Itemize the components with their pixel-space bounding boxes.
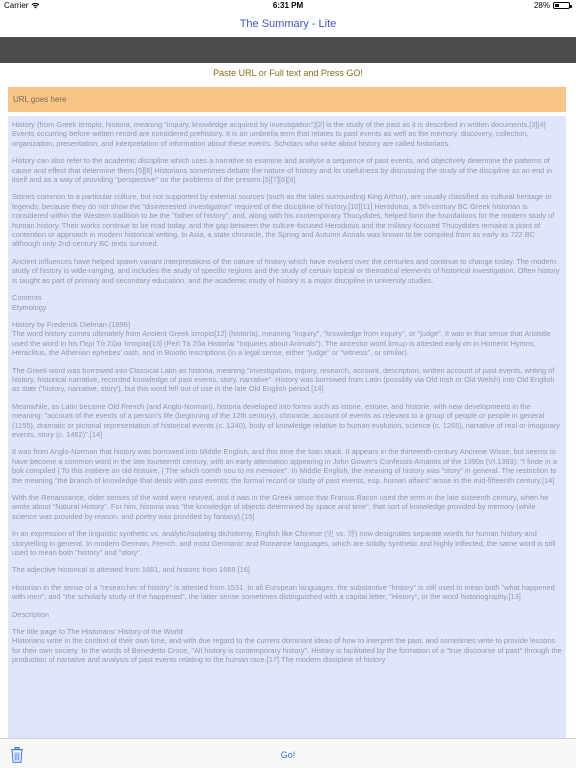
battery-icon <box>553 2 570 9</box>
status-time: 6:31 PM <box>272 1 304 10</box>
text-paragraph: With the Renaissance, older senses of the word were revived, and it was in the Greek sense that Francis Bacon used the term in the late sixteenth century, when he wrote about "Natural History". For him, historia was "the knowledge of objects determined by space and time", that sort of knowledge provided by memory (while science was provided by reason, and poetry was provided by fantasy).[15] <box>12 493 549 521</box>
go-button[interactable]: Go! <box>270 747 306 763</box>
text-paragraph: History by Frederick Dielman (1896) The word history comes ultimately from Ancient Greek ἱστορία[12] (historía), meaning "inquiry", "knowledge from inquiry", or "judge". It was in that sense that Aristotle used the word in his Περί Τὰ Ζῷα Ἱστορίαι[13] (Perì Tà Zôa Historíai "Inquiries about Animals"). The ancestor word ἵστωρ is attested early on in Homeric Hymns, Heraclitus, the Athenian ephebes' oath, and in Boiotic inscriptions (in a legal sense, either "judge" or "witness", or similar). <box>12 319 551 358</box>
header-bar <box>0 37 576 63</box>
battery-percent: 28% <box>533 1 550 10</box>
status-right <box>534 1 570 10</box>
text-paragraph: Description <box>12 609 49 619</box>
text-paragraph: In an expression of the linguistic synthetic vs. analytic/isolating dichotomy, English like Chinese (史 vs. 诗) now designates separate words for human history and storytelling in general. In modern German, French, and most Germanic and Romance languages, which are solidly synthetic and highly inflected, the same word is still used to mean both "history" and "story". <box>12 529 556 558</box>
carrier-label: Carrier <box>4 1 29 10</box>
battery-fill <box>555 4 559 7</box>
text-paragraph: Historian in the sense of a "researcher of history" is attested from 1531. In all European languages, the substantive "history" is still used to mean both "what happened with men", and "the scholarly study of the happened", the latter sense sometimes distinguished with a capital letter, "History", or the word historiography.[13] <box>12 582 555 602</box>
full-text-area[interactable] <box>8 116 566 738</box>
instruction-label: Paste URL or Full text and Press GO! <box>213 68 363 78</box>
text-paragraph: The Greek word was borrowed into Classical Latin as historia, meaning "investigation, inquiry, research, account, description, written account of past events, writing of history, historical narrative, recorded knowledge of past events, story, narrative". History was borrowed from Latin (possibly via Old Irish or Old Welsh) into Old English as stær ('history, narrative, story'), but this word fell out of use in the late Old English period.[14] <box>12 365 555 394</box>
status-bar <box>0 0 576 12</box>
trash-icon[interactable] <box>10 747 24 763</box>
text-paragraph: History (from Greek ἱστορία, historia, meaning "inquiry, knowledge acquired by investigation")[2] is the study of the past as it is described in written documents.[3][4] Events occurring before written record are considered prehistory. It is an umbrella term that relates to past events as well as the memory, discovery, collection, organization, presentation, and interpretation of information about these events. Scholars who write about history are called historians. <box>12 120 546 148</box>
text-paragraph: Ancient influences have helped spawn variant interpretations of the nature of history which have evolved over the centuries and continue to change today. The modern study of history is wide-ranging, and includes the study of specific regions and the study of certain topical or thematical elements of historical investigation. Often history is taught as part of primary and secondary education, and the academic study of history is a major discipline in university studies. <box>12 256 560 285</box>
text-paragraph: It was from Anglo-Norman that history was borrowed into Middle English, and this time the loan stuck. It appears in the thirteenth-century Ancrene Wisse, but seems to have become a common word in the late fourteenth century, with an early attestation appearing in John Gower's Confessio Amantis of the 1390s (VI.1383): "I finde in a bok compiled | To this matiere an old histoire, | The which comth nou to mi memoire". In Middle English, the meaning of history was "story" in general. The restriction to the meaning "the branch of knowledge that deals with past events; the formal record or study of past events, esp. human affairs" arose in the mid-fifteenth century.[14] <box>12 447 557 485</box>
text-paragraph: The title page to The Historians' History of the World Historians write in the context of their own time, and with due regard to the current dominant ideas of how to interpret the past, and sometimes write to provide lessons for their own society. In the words of Benedetto Croce, "All history is contemporary history". History is facilitated by the formation of a "true discourse of past" through the production of narrative and analysis of past events relating to the human race.[17] The modern discipline of history <box>12 627 562 665</box>
bottom-toolbar <box>0 738 576 768</box>
text-paragraph: Stories common to a particular culture, but not supported by external sources (such as the tales surrounding King Arthur), are usually classified as cultural heritage or legends, because they do not show the "disinterested investigation" required of the discipline of history.[10][11] Herodotus, a 5th-century BC Greek historian is considered within the Western tradition to be the "father of history", and, along with his contemporary Thucydides, helped form the foundations for the modern study of human history. Their works continue to be read today, and the gap between the culture-focused Herodotus and the military-focused Thucydides remains a point of contention or approach in modern historical writing. In Asia, a state chronicle, the Spring and Autumn Annals was known to be compiled from as early as 722 BC although only 2nd-century BC texts survived. <box>12 192 555 249</box>
text-paragraph: The adjective historical is attested from 1661, and historic from 1669.[16] <box>12 565 250 575</box>
nav-title: The Summary - Lite <box>239 18 337 30</box>
url-input[interactable] <box>8 87 566 112</box>
text-paragraph: History can also refer to the academic discipline which uses a narrative to examine and analyse a sequence of past events, and objectively determine the patterns of cause and effect that determine them.[5][6] Historians sometimes debate the nature of history and its usefulness by discussing the study of the discipline as an end in itself and as a way of providing "perspective" on the problems of the present.[5][7][8][9] <box>12 156 553 185</box>
text-paragraph: Meanwhile, as Latin became Old French (and Anglo-Norman), historia developed into forms such as istorie, estoire, and historie, with new developments in the meaning: "account of the events of a person's life (beginning of the 12th century), chronicle, account of events as relevant to a group of people or people in general (1155), dramatic or pictorial representation of historical events (c. 1240), body of knowledge relative to human evolution, science (c. 1265), narrative of real or imaginary events, story (c. 1462)".[14] <box>12 401 560 439</box>
text-paragraph: Contents Etymology <box>12 293 47 312</box>
